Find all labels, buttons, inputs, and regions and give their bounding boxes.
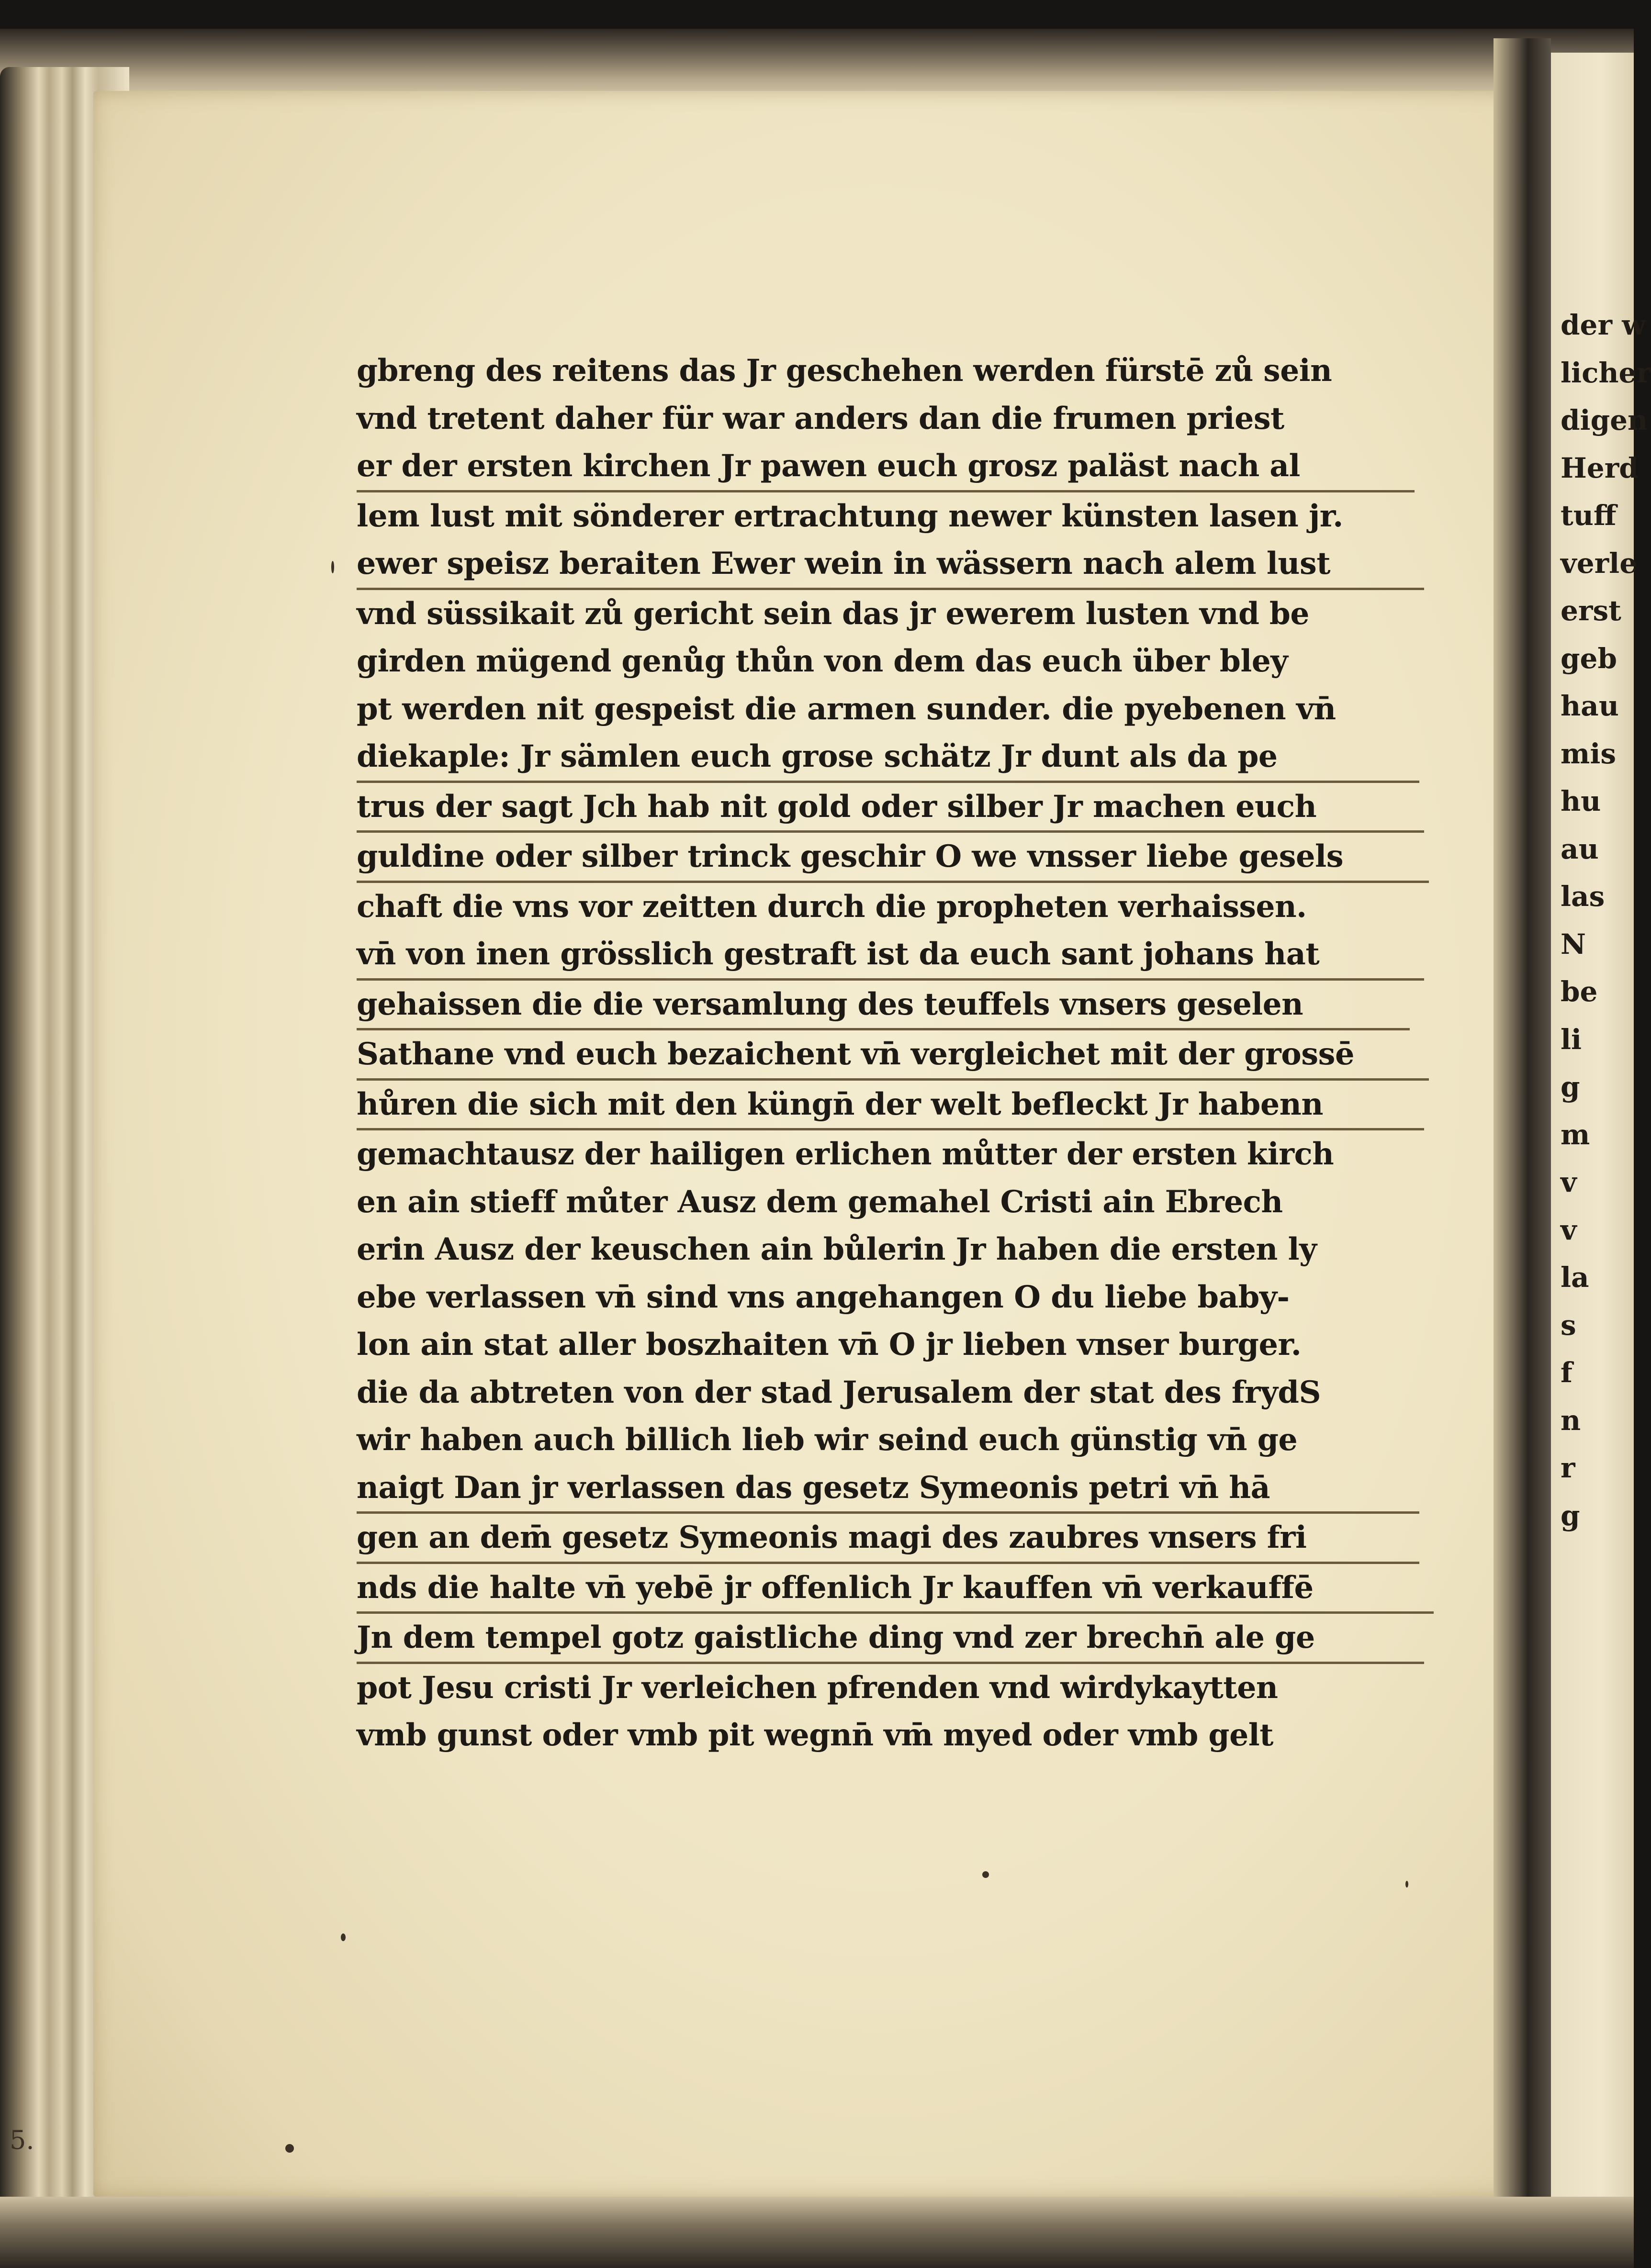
facing-page-fragment: [1551, 53, 1651, 2235]
facing-page-line: licher: [1561, 356, 1651, 389]
ink-speck: [982, 1871, 989, 1878]
facing-page-line: hu: [1561, 785, 1601, 817]
text-line: nds die halte vn̄ yebē jr offenlich Jr kauffen vn̄ verkauffē: [357, 1564, 1434, 1614]
text-line: vnd tretent daher für war anders dan die frumen priest: [357, 400, 1284, 436]
ink-speck: [1405, 1881, 1408, 1888]
text-line: vn̄ von inen grösslich gestraft ist da euch sant johans hat: [357, 930, 1424, 981]
facing-page-line: verle: [1561, 547, 1638, 580]
text-line: hůren die sich mit den küngn̄ der welt befleckt Jr habenn: [357, 1081, 1424, 1131]
text-line: lon ain stat aller boszhaiten vn̄ O jr lieben vnser burger.: [357, 1327, 1302, 1363]
facing-page-line: N: [1561, 927, 1586, 961]
facing-page-line: f: [1561, 1356, 1572, 1389]
facing-page-line: s: [1561, 1308, 1576, 1341]
text-line: vnd süssikait zů gericht sein das jr ewerem lusten vnd be: [357, 595, 1309, 632]
text-line: gbreng des reitens das Jr geschehen werden fürstē zů sein: [357, 353, 1332, 389]
facing-page-line: Herd: [1561, 451, 1639, 484]
facing-page-line: r: [1561, 1452, 1575, 1484]
text-line: lem lust mit sönderer ertrachtung newer künsten lasen jr.: [357, 498, 1343, 534]
text-line: ewer speisz beraiten Ewer wein in wässern nach alem lust: [357, 540, 1424, 590]
text-line: girden mügend genůg thůn von dem das euch über bley: [357, 643, 1288, 679]
text-line: guldine oder silber trinck geschir O we vnsser liebe gesels: [357, 833, 1429, 883]
facing-page-line: be: [1561, 975, 1598, 1008]
text-line: diekaple: Jr sämlen euch grose schätz Jr dunt als da pe: [357, 733, 1419, 783]
facing-page-text: [1561, 302, 1651, 1540]
facing-page-line: v: [1561, 1213, 1577, 1246]
ink-speck: [341, 1933, 346, 1941]
facing-page-line: erst: [1561, 594, 1621, 627]
facing-page-line: m: [1561, 1118, 1590, 1151]
text-line: pt werden nit gespeist die armen sunder. die pyebenen vn̄: [357, 691, 1336, 727]
book-top-edge: [0, 29, 1634, 101]
facing-page-line: der w: [1561, 309, 1646, 341]
text-line: trus der sagt Jch hab nit gold oder silber Jr machen euch: [357, 783, 1424, 833]
text-line: gemachtausz der hailigen erlichen můtter der ersten kirch: [357, 1136, 1334, 1172]
text-line: pot Jesu cristi Jr verleichen pfrenden vnd wirdykaytten: [357, 1669, 1278, 1706]
text-line: die da abtreten von der stad Jerusalem der stat des frydS: [357, 1374, 1321, 1410]
facing-page-line: tuff: [1561, 499, 1617, 532]
facing-page-line: n: [1561, 1404, 1581, 1437]
facing-page-line: au: [1561, 832, 1599, 865]
facing-page-line: v: [1561, 1166, 1577, 1198]
text-line: er der ersten kirchen Jr pawen euch grosz paläst nach al: [357, 442, 1415, 492]
text-line: gen an dem̄ gesetz Symeonis magi des zaubres vnsers fri: [357, 1514, 1419, 1564]
facing-page-line: g: [1561, 1499, 1580, 1532]
ink-speck: [285, 2144, 294, 2153]
facing-page-line: geb: [1561, 642, 1617, 675]
facing-page-line: hau: [1561, 690, 1619, 722]
facing-page-line: g: [1561, 1071, 1580, 1103]
facing-page-line: la: [1561, 1261, 1589, 1294]
book-bottom-edge: [0, 2197, 1634, 2268]
text-line: wir haben auch billich lieb wir seind euch günstig vn̄ ge: [357, 1422, 1298, 1458]
facing-page-line: li: [1561, 1023, 1582, 1056]
text-line: Jn dem tempel gotz gaistliche ding vnd zer brechn̄ ale ge: [357, 1614, 1424, 1664]
folio-fragment: 5.: [10, 2125, 34, 2155]
text-line: chaft die vns vor zeitten durch die propheten verhaissen.: [357, 888, 1307, 925]
ink-speck: [331, 561, 334, 573]
text-line: erin Ausz der keuschen ain bůlerin Jr haben die ersten ly: [357, 1231, 1317, 1267]
text-line: naigt Dan jr verlassen das gesetz Symeonis petri vn̄ hā: [357, 1464, 1419, 1514]
text-line: en ain stieff můter Ausz dem gemahel Cristi ain Ebrech: [357, 1184, 1283, 1220]
text-line: vmb gunst oder vmb pit wegnn̄ vm̄ myed oder vmb gelt: [357, 1717, 1273, 1753]
book-gutter: [1494, 38, 1551, 2240]
text-line: gehaissen die die versamlung des teuffels vnsers geselen: [357, 981, 1410, 1031]
blackletter-text-block: [357, 347, 1434, 1759]
facing-page-line: las: [1561, 880, 1605, 913]
facing-page-line: mis: [1561, 737, 1617, 770]
facing-page-line: digen: [1561, 404, 1648, 436]
text-line: ebe verlassen vn̄ sind vns angehangen O du liebe baby-: [357, 1279, 1290, 1315]
text-line: Sathane vnd euch bezaichent vn̄ vergleichet mit der grossē: [357, 1030, 1429, 1081]
